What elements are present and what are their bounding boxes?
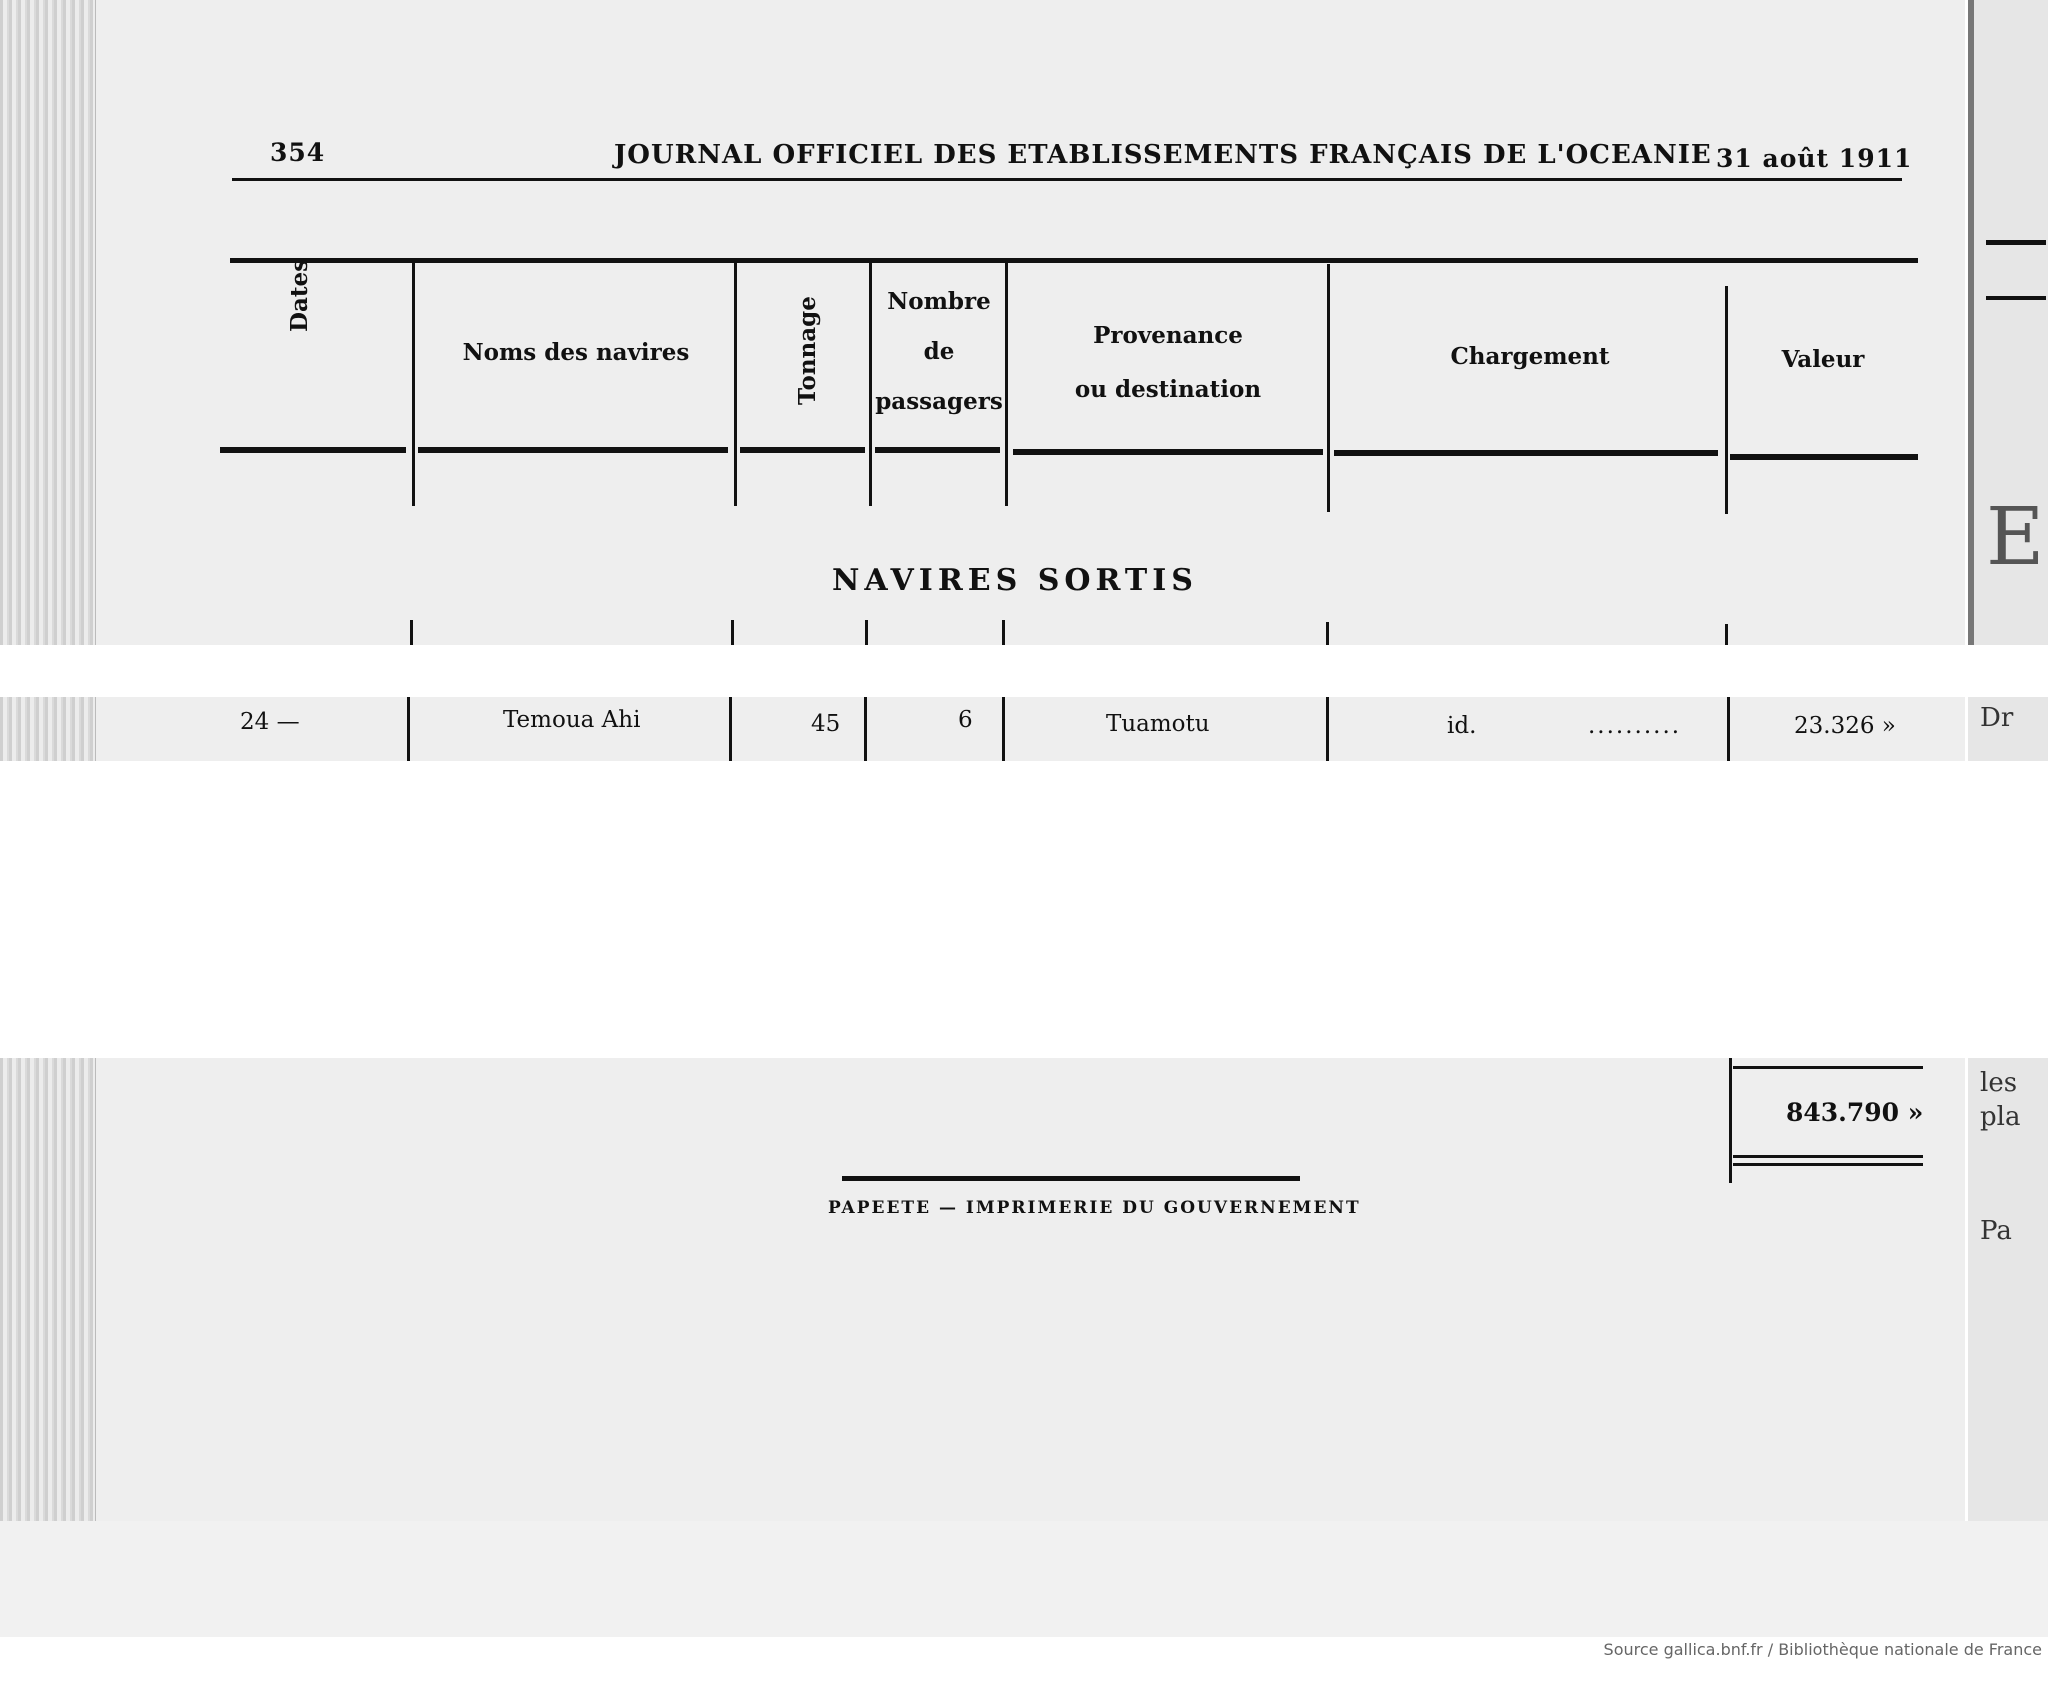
page-scan-top [0, 0, 1965, 645]
column-divider [865, 620, 868, 645]
column-header-valeur: Valeur [1781, 346, 1865, 373]
column-divider [1326, 697, 1329, 761]
total-double-rule [1733, 1155, 1923, 1158]
column-divider [731, 620, 734, 645]
header-rule [232, 178, 1902, 181]
header-underline [1013, 449, 1323, 455]
page-edge-stack [0, 0, 96, 645]
row-tonnage: 45 [811, 711, 841, 737]
adjacent-page-initial: E [1986, 490, 2045, 583]
adjacent-page-text: Dr [1980, 703, 2014, 733]
column-divider [1326, 622, 1329, 645]
row-provenance: Tuamotu [1106, 711, 1210, 737]
header-underline [740, 447, 865, 453]
column-divider [729, 697, 732, 761]
adjacent-page-text: Pa [1980, 1216, 2012, 1246]
total-double-rule [1733, 1163, 1923, 1166]
passagers-line-3: passagers [875, 388, 1003, 415]
header-underline [1730, 454, 1918, 460]
passagers-line-2: de [923, 338, 955, 365]
scan-margin [0, 1521, 2048, 1637]
row-dot-leader: .......... [1588, 713, 1682, 739]
total-cell-divider [1729, 1058, 1732, 1183]
adjacent-page-rule [1986, 240, 2046, 245]
table-top-rule [230, 258, 1918, 263]
provenance-line-2: ou destination [1074, 376, 1262, 403]
column-header-noms: Noms des navires [462, 339, 690, 366]
adjacent-page-middle [1968, 697, 2048, 761]
header-underline [1334, 450, 1718, 456]
column-divider [1002, 697, 1005, 761]
adjacent-page-rule [1986, 296, 2046, 300]
column-divider [1005, 262, 1008, 506]
column-header-passagers [872, 277, 1006, 427]
adjacent-page-top [1968, 0, 2048, 645]
adjacent-page-text: les [1980, 1068, 2018, 1098]
journal-title: JOURNAL OFFICIEL DES ETABLISSEMENTS FRANÇAIS DE L'OCEANIE [614, 140, 1712, 170]
issue-date: 31 août 1911 [1716, 144, 1913, 173]
page-scan-middle [0, 697, 1965, 761]
row-passengers: 6 [958, 707, 973, 733]
column-divider [869, 262, 872, 506]
page-scan-bottom [0, 1058, 1965, 1521]
column-divider [410, 620, 413, 645]
row-chargement: id. [1447, 713, 1477, 739]
header-underline [875, 447, 1000, 453]
adjacent-page-text: pla [1980, 1102, 2021, 1132]
total-top-rule [1733, 1066, 1923, 1069]
column-divider [734, 262, 737, 506]
column-divider [1725, 624, 1728, 645]
table-total: 843.790 » [1786, 1098, 1924, 1127]
row-valeur: 23.326 » [1794, 713, 1896, 739]
header-underline [220, 447, 406, 453]
page-edge-stack [0, 1058, 96, 1521]
row-date: 24 — [240, 709, 300, 735]
section-title: NAVIRES SORTIS [832, 563, 1198, 598]
source-credit: Source gallica.bnf.fr / Bibliothèque nationale de France [1603, 1640, 2042, 1659]
adjacent-page-bottom [1968, 1058, 2048, 1521]
column-divider [864, 697, 867, 761]
column-divider [1002, 620, 1005, 645]
passagers-line-1: Nombre [887, 288, 991, 315]
page-number: 354 [270, 138, 326, 167]
column-divider [407, 697, 410, 761]
imprint-rule [842, 1176, 1300, 1181]
column-header-tonnage: Tonnage [794, 296, 821, 405]
column-divider [1727, 697, 1730, 761]
column-divider [1725, 286, 1728, 514]
header-underline [418, 447, 728, 453]
printer-imprint: PAPEETE — IMPRIMERIE DU GOUVERNEMENT [828, 1198, 1361, 1218]
column-header-chargement: Chargement [1450, 343, 1610, 370]
row-ship-name: Temoua Ahi [503, 707, 641, 733]
column-header-provenance [1008, 309, 1328, 417]
page-edge-stack [0, 697, 96, 761]
column-divider [412, 262, 415, 506]
column-header-dates: Dates [286, 258, 313, 332]
column-divider [1327, 264, 1330, 512]
provenance-line-1: Provenance [1093, 322, 1243, 349]
